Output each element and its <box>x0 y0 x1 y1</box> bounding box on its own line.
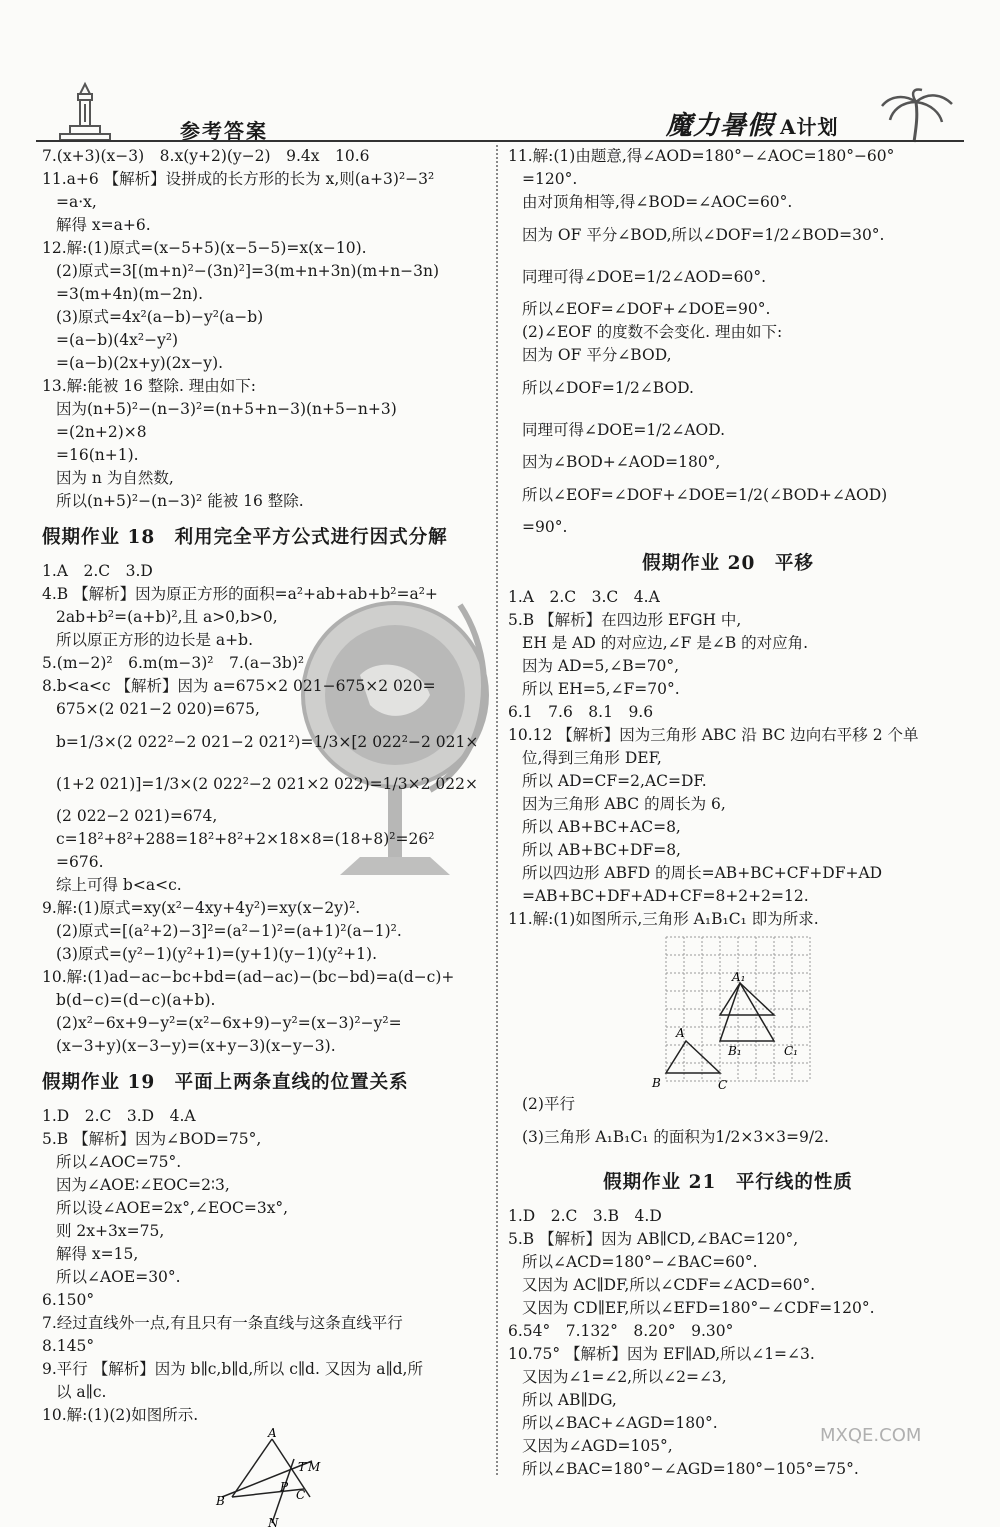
answer-line: 11.解:(1)由题意,得∠AOD=180°−∠AOC=180°−60° <box>508 147 895 165</box>
answer-line: 所以∠AOE=30°. <box>56 1268 181 1286</box>
answers-19 <box>42 1105 494 1427</box>
answer-line: 位,得到三角形 DEF, <box>522 749 662 767</box>
answer-line: 10.75° 【解析】因为 EF∥AD,所以∠1=∠3. <box>508 1345 815 1363</box>
answer-line: (2)平行 <box>522 1095 575 1113</box>
answer-line: EH 是 AD 的对应边,∠F 是∠B 的对应角. <box>522 634 809 652</box>
answer-line: 所以∠ACD=180°−∠BAC=60°. <box>522 1253 758 1271</box>
answer-line: b=1/3×(2 022²−2 021−2 021²)=1/3×[2 022²−2 021× <box>56 733 479 751</box>
answer-line: 因为 OF 平分∠BOD, <box>522 346 672 364</box>
answers-20-continued <box>508 1093 948 1158</box>
answer-line: 所以原正方形的边长是 a+b. <box>56 631 254 649</box>
figure-label: B <box>652 1076 661 1090</box>
answer-line: 所以 AB∥DG, <box>522 1391 617 1409</box>
answer-line: 又因为∠AGD=105°, <box>522 1437 673 1455</box>
answer-line: 5.B 【解析】在四边形 EFGH 中, <box>508 611 742 629</box>
figure-label: A₁ <box>732 970 746 984</box>
section-title-18: 假期作业 18 利用完全平方公式进行因式分解 <box>42 527 448 548</box>
answer-line: 所以(n+5)²−(n−3)² 能被 16 整除. <box>56 492 304 510</box>
answer-line: 因为 n 为自然数, <box>56 469 174 487</box>
answer-line: 1.A 2.C 3.C 4.A <box>508 588 660 606</box>
answer-line: 675×(2 021−2 020)=675, <box>56 700 260 718</box>
answer-line: 所以设∠AOE=2x°,∠EOC=3x°, <box>56 1199 289 1217</box>
answer-line: 解得 x=a+6. <box>56 216 151 234</box>
answer-line: 因为 AD=5,∠B=70°, <box>522 657 680 675</box>
answer-line: 9.解:(1)原式=xy(x²−4xy+4y²)=xy(x−2y)². <box>42 899 361 917</box>
parallel-lines-figure <box>42 1427 494 1527</box>
answer-line: 8.b<a<c 【解析】因为 a=675×2 021−675×2 020= <box>42 677 436 695</box>
answer-line: 由对顶角相等,得∠BOD=∠AOC=60°. <box>522 193 793 211</box>
answer-line: 同理可得∠DOE=1/2∠AOD=60°. <box>522 268 767 286</box>
answer-line: 5.B 【解析】因为∠BOD=75°, <box>42 1130 262 1148</box>
figure-label: N <box>268 1516 279 1527</box>
header-brand-sub: A计划 <box>780 115 839 139</box>
section-title-21: 假期作业 21 平行线的性质 <box>603 1172 853 1193</box>
answer-line: 10.解:(1)(2)如图所示. <box>42 1406 199 1424</box>
answer-line: 综上可得 b<a<c. <box>56 876 182 894</box>
header-rule <box>36 140 964 142</box>
grid-lines <box>666 937 810 1081</box>
answer-line: 因为∠BOD+∠AOD=180°, <box>522 453 721 471</box>
answer-line: =(2n+2)×8 <box>56 423 147 441</box>
answer-line: 5.B 【解析】因为 AB∥CD,∠BAC=120°, <box>508 1230 799 1248</box>
figure-label: C <box>296 1488 306 1502</box>
answers-18 <box>42 560 494 1058</box>
answer-line: 因为∠AOE∶∠EOC=2∶3, <box>56 1176 230 1194</box>
answers-17-continued <box>42 145 494 513</box>
watermark-text: MXQE.COM <box>820 1425 922 1446</box>
answer-line: 11.解:(1)如图所示,三角形 A₁B₁C₁ 即为所求. <box>508 910 819 928</box>
tower-decoration-icon <box>40 80 130 142</box>
answer-line: 12.解:(1)原式=(x−5+5)(x−5−5)=x(x−10). <box>42 239 367 257</box>
answer-line: =3(m+4n)(m−2n). <box>56 285 204 303</box>
answer-line: (x−3+y)(x−3−y)=(x+y−3)(x−y−3). <box>56 1037 336 1055</box>
header-right-title <box>666 105 839 142</box>
answer-line: 解得 x=15, <box>56 1245 139 1263</box>
answer-line: 则 2x+3x=75, <box>56 1222 165 1240</box>
figure-label: T <box>298 1460 307 1474</box>
answer-line: (3)原式=4x²(a−b)−y²(a−b) <box>56 308 264 326</box>
figure-label: B <box>216 1494 225 1508</box>
answer-line: 1.D 2.C 3.D 4.A <box>42 1107 196 1125</box>
answer-line: (3)原式=(y²−1)(y²+1)=(y+1)(y−1)(y²+1). <box>56 945 377 963</box>
translation-grid-figure <box>508 931 948 1093</box>
answer-line: b(d−c)=(d−c)(a+b). <box>56 991 216 1009</box>
answer-line: 以 a∥c. <box>56 1383 107 1401</box>
answer-line: (2)x²−6x+9−y²=(x²−6x+9)−y²=(x−3)²−y²= <box>56 1014 402 1032</box>
answer-line: 因为三角形 ABC 的周长为 6, <box>522 795 726 813</box>
section-title-20: 假期作业 20 平移 <box>642 553 814 574</box>
answer-line: 10.12 【解析】因为三角形 ABC 沿 BC 边向右平移 2 个单 <box>508 726 919 744</box>
answer-line: 1.D 2.C 3.B 4.D <box>508 1207 662 1225</box>
answer-line: =676. <box>56 853 104 871</box>
answer-line: 6.150° <box>42 1291 95 1309</box>
answer-line: =16(n+1). <box>56 446 139 464</box>
answer-line: (2)原式=3[(m+n)²−(3n)²]=3(m+n+3n)(m+n−3n) <box>56 262 440 280</box>
answer-line: 所以 AB+BC+AC=8, <box>522 818 681 836</box>
answer-line: (2)原式=[(a²+2)−3]²=(a²−1)²=(a+1)²(a−1)². <box>56 922 402 940</box>
answer-line: =(a−b)(2x+y)(2x−y). <box>56 354 224 372</box>
answer-line: 8.145° <box>42 1337 95 1355</box>
answer-line: 又因为∠1=∠2,所以∠2=∠3, <box>522 1368 727 1386</box>
answer-line: =a·x, <box>56 193 97 211</box>
section-title-19: 假期作业 19 平面上两条直线的位置关系 <box>42 1072 409 1093</box>
answer-line: 2ab+b²=(a+b)²,且 a>0,b>0, <box>56 608 278 626</box>
answer-line: 所以∠EOF=∠DOF+∠DOE=1/2(∠BOD+∠AOD) <box>522 486 888 504</box>
answer-line: 因为 OF 平分∠BOD,所以∠DOF=1/2∠BOD=30°. <box>522 226 885 244</box>
header-left-title: 参考答案 <box>180 119 268 143</box>
header-brand: 魔力暑假 <box>666 111 775 141</box>
figure-label: B₁ <box>728 1044 742 1058</box>
answer-line: =(a−b)(4x²−y²) <box>56 331 179 349</box>
answer-line: (2)∠EOF 的度数不会变化. 理由如下: <box>522 323 783 341</box>
answer-line: 10.解:(1)ad−ac−bc+bd=(ad−ac)−(bc−bd)=a(d−c)+ <box>42 968 455 986</box>
answer-line: 所以 AB+BC+DF=8, <box>522 841 681 859</box>
answer-line: 所以∠EOF=∠DOF+∠DOE=90°. <box>522 300 771 318</box>
figure-label: C <box>718 1078 728 1092</box>
answer-line: 同理可得∠DOE=1/2∠AOD. <box>522 421 726 439</box>
answer-line: 6.1 7.6 8.1 9.6 <box>508 703 654 721</box>
answer-line: =90°. <box>522 518 568 536</box>
answer-line: 6.54° 7.132° 8.20° 9.30° <box>508 1322 734 1340</box>
answer-line: 1.A 2.C 3.D <box>42 562 153 580</box>
answer-line: 5.(m−2)² 6.m(m−3)² 7.(a−3b)² <box>42 654 305 672</box>
answers-20 <box>508 586 948 931</box>
answer-line: 13.解:能被 16 整除. 理由如下: <box>42 377 257 395</box>
answer-line: 又因为 CD∥EF,所以∠EFD=180°−∠CDF=120°. <box>522 1299 875 1317</box>
answer-line: 7.经过直线外一点,有且只有一条直线与这条直线平行 <box>42 1314 403 1332</box>
answer-line: (1+2 021)]=1/3×(2 022²−2 021×2 022)=1/3×2 022× <box>56 775 478 793</box>
answer-line: 7.(x+3)(x−3) 8.x(y+2)(y−2) 9.4x 10.6 <box>42 147 370 165</box>
answer-line: 所以 AD=CF=2,AC=DF. <box>522 772 707 790</box>
answer-line: 又因为 AC∥DF,所以∠CDF=∠ACD=60°. <box>522 1276 816 1294</box>
figure-label: M <box>308 1460 321 1474</box>
answer-line: =AB+BC+DF+AD+CF=8+2+2=12. <box>522 887 809 905</box>
figure-label: A <box>268 1427 277 1440</box>
answer-line: 所以∠DOF=1/2∠BOD. <box>522 379 694 397</box>
answer-line: 所以∠AOC=75°. <box>56 1153 182 1171</box>
answer-line: =120°. <box>522 170 578 188</box>
answer-line: (3)三角形 A₁B₁C₁ 的面积为1/2×3×3=9/2. <box>522 1128 829 1146</box>
answer-line: 所以∠BAC+∠AGD=180°. <box>522 1414 718 1432</box>
palm-tree-icon <box>870 88 960 144</box>
answer-line: 4.B 【解析】因为原正方形的面积=a²+ab+ab+b²=a²+ <box>42 585 438 603</box>
right-column <box>508 145 948 1481</box>
page-header <box>0 0 1000 150</box>
answer-line: 所以∠BAC=180°−∠AGD=180°−105°=75°. <box>522 1460 859 1478</box>
answers-19-continued <box>508 145 948 539</box>
figure-label: C₁ <box>784 1044 798 1058</box>
answer-line: 9.平行 【解析】因为 b∥c,b∥d,所以 c∥d. 又因为 a∥d,所 <box>42 1360 423 1378</box>
answer-line: 因为(n+5)²−(n−3)²=(n+5+n−3)(n+5−n+3) <box>56 400 397 418</box>
answer-line: 11.a+6 【解析】设拼成的长方形的长为 x,则(a+3)²−3² <box>42 170 435 188</box>
figure-label: P <box>280 1480 289 1494</box>
answer-line: 所以四边形 ABFD 的周长=AB+BC+CF+DF+AD <box>522 864 883 882</box>
answer-line: c=18²+8²+288=18²+8²+2×18×8=(18+8)²=26² <box>56 830 435 848</box>
figure-label: A <box>676 1026 685 1040</box>
answer-line: 所以 EH=5,∠F=70°. <box>522 680 680 698</box>
left-column <box>42 145 494 1527</box>
answer-line: (2 022−2 021)=674, <box>56 807 218 825</box>
